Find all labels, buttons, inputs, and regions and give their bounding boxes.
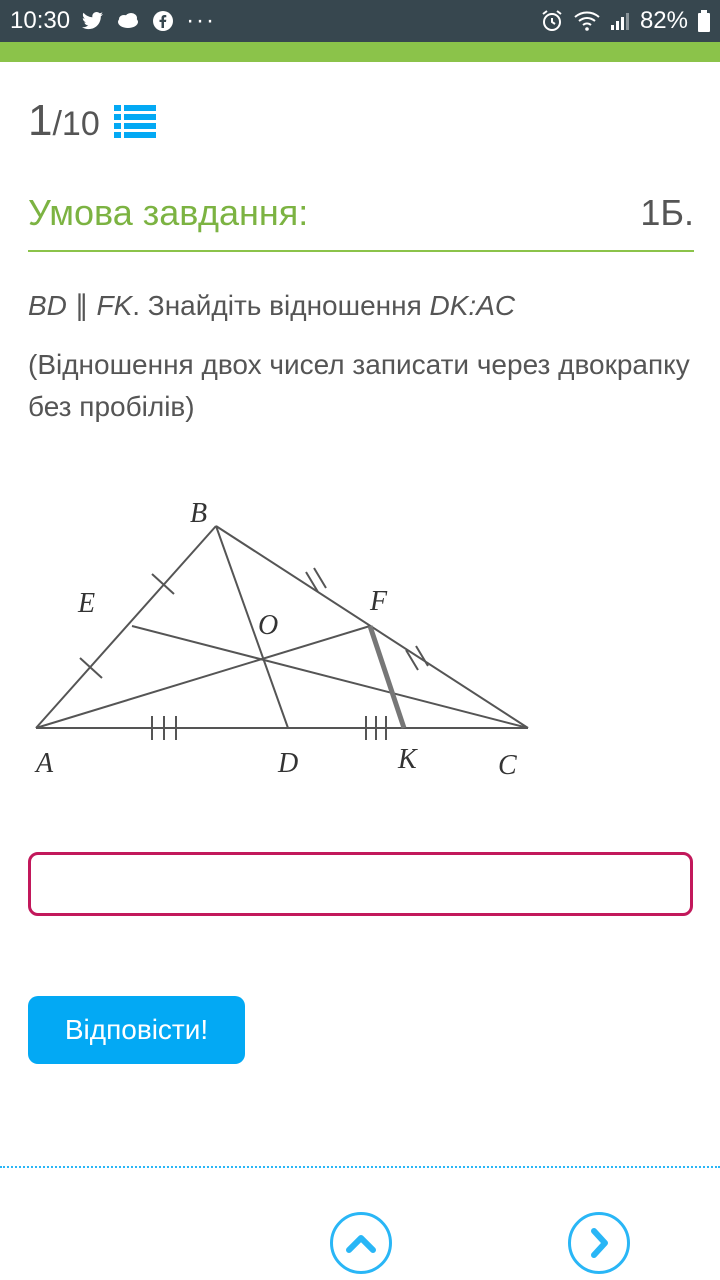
current-question-number: 1 <box>28 96 53 145</box>
more-dots-icon: ··· <box>186 7 217 34</box>
battery-icon <box>698 10 710 32</box>
accent-bar <box>0 42 720 62</box>
side-ab <box>36 526 216 728</box>
task-points: 1Б. <box>640 192 694 233</box>
question-list-button[interactable] <box>114 102 156 140</box>
task-header <box>28 192 694 252</box>
label-o: O <box>258 610 279 641</box>
submit-answer-button[interactable] <box>28 996 245 1064</box>
status-time: 10:30 <box>10 7 71 34</box>
question-body: . Знайдіть відношення <box>132 290 430 321</box>
question-math-fk: FK <box>96 290 133 321</box>
status-bar <box>0 0 720 42</box>
facebook-icon <box>152 10 174 32</box>
question-math-bd: BD <box>28 290 67 321</box>
segment-af <box>36 626 370 728</box>
alarm-icon <box>540 9 564 33</box>
next-question-button[interactable] <box>568 1212 630 1274</box>
twitter-icon <box>82 11 104 31</box>
label-f: F <box>370 586 388 617</box>
signal-icon <box>610 11 630 31</box>
cloud-icon <box>116 12 140 30</box>
task-title: Умова завдання: <box>28 192 309 233</box>
segment-ec <box>132 626 528 728</box>
dotted-divider <box>0 1166 720 1168</box>
chevron-right-icon <box>589 1227 609 1259</box>
battery-percent: 82% <box>639 7 688 34</box>
total-questions: /10 <box>52 105 100 143</box>
label-e: E <box>78 588 96 619</box>
geometry-figure <box>30 490 540 780</box>
label-d: D <box>278 748 299 779</box>
tick-bf-2 <box>314 568 326 588</box>
label-c: C <box>498 750 517 780</box>
answer-input[interactable] <box>28 852 693 916</box>
question-counter <box>28 96 156 146</box>
list-icon <box>114 103 156 139</box>
question-note: (Відношення двох чисел записати через двокрапку без пробілів) <box>28 349 690 422</box>
segment-fk <box>370 626 404 728</box>
chevron-up-icon <box>345 1233 377 1253</box>
scroll-up-button[interactable] <box>330 1212 392 1274</box>
label-k: K <box>398 744 417 775</box>
label-a: A <box>36 748 54 779</box>
question-math-ratio: DK:AC <box>429 290 516 321</box>
question-parallel: ∥ <box>66 290 97 321</box>
label-b: B <box>190 498 208 529</box>
question-text <box>28 286 694 326</box>
submit-answer-label: Відповісти! <box>64 1014 209 1045</box>
wifi-icon <box>574 11 600 31</box>
